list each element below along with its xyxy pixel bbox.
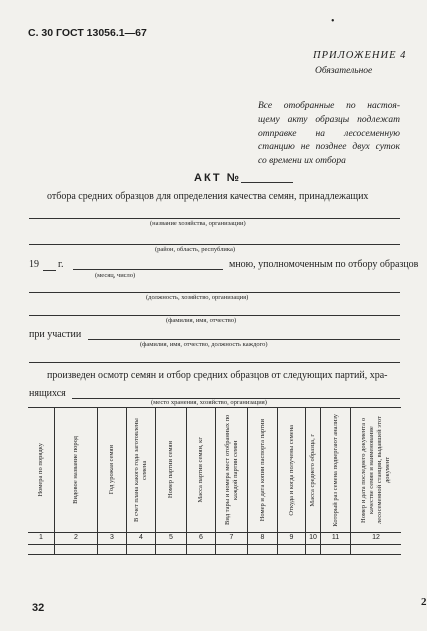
note-line: станцию не позднее двух суток xyxy=(258,142,400,153)
page-number: 32 xyxy=(32,602,45,614)
owner-field[interactable] xyxy=(29,218,400,219)
year-suffix: г. xyxy=(58,259,64,270)
region-field[interactable] xyxy=(29,244,400,245)
column-number: 2 xyxy=(74,534,78,541)
participants-field-2[interactable] xyxy=(29,362,400,363)
corner-mark: • xyxy=(331,16,335,27)
caption-org: (название хозяйства, организации) xyxy=(150,220,246,227)
note-line: Все отобранные по настоя- xyxy=(258,101,400,111)
act-title: АКТ № xyxy=(194,172,241,184)
column-number: 3 xyxy=(110,534,114,541)
table-header-cell: Масса среднего образца, г xyxy=(309,433,316,507)
appendix-title: ПРИЛОЖЕНИЕ 4 xyxy=(313,50,407,61)
note-line: отправке на лесосеменную xyxy=(258,128,400,139)
name-field[interactable] xyxy=(29,315,400,316)
inspection-text: произведен осмотр семян и отбор средних образцов от следующих партий, хра- xyxy=(47,370,388,381)
caption-month: (месяц, число) xyxy=(95,272,136,279)
position-field[interactable] xyxy=(29,292,400,293)
participants-field[interactable] xyxy=(88,339,400,340)
column-number: 1 xyxy=(39,534,43,541)
table-header-cell: Масса партии семян, кг xyxy=(197,437,204,503)
samples-table xyxy=(28,407,401,555)
table-header-cell: Видовое название пород xyxy=(72,436,79,504)
inspection-text-2: нящихся xyxy=(29,388,66,399)
column-number: 8 xyxy=(260,534,265,541)
year-prefix: 19 xyxy=(29,259,39,270)
table-header-cell: Год урожая семян xyxy=(108,445,115,495)
edge-mark: 2 xyxy=(421,596,427,608)
selection-text: отбора средних образцов для определения качества семян, принадлежащих xyxy=(47,191,369,202)
appendix-subtitle: Обязательное xyxy=(315,66,373,76)
column-number: 5 xyxy=(169,534,173,541)
table-header-rule xyxy=(28,532,401,533)
column-number: 12 xyxy=(372,534,380,541)
caption-others: (фамилия, имя, отчество, должность каждого) xyxy=(140,341,268,348)
date-field[interactable] xyxy=(73,269,223,270)
table-header-cell: Номер и дата последнего документа о качестве семян и наименование лесосеменной станции, выдавшей этот документ xyxy=(360,416,391,524)
table-header-cell: Вид тары и номера мест отобранных по каждой партии семян xyxy=(223,414,239,526)
table-header-cell: Который раз семена подвергают анализу xyxy=(331,413,339,527)
table-header-cell: Откуда и когда получены семена xyxy=(287,424,295,516)
table-number-row-rule xyxy=(28,544,401,545)
year-field[interactable] xyxy=(43,270,56,271)
page-header: С. 30 ГОСТ 13056.1—67 xyxy=(28,27,147,39)
caption-name: (фамилия, имя, отчество) xyxy=(166,317,237,324)
table-header-cell: В счет плана какого года заготовлены семена xyxy=(133,418,148,522)
column-number: 10 xyxy=(309,534,317,541)
in-presence-text: при участии xyxy=(29,329,82,340)
caption-position: (должность, хозяйство, организация) xyxy=(146,294,249,301)
note-block xyxy=(258,100,400,169)
table-header-cell: Номер и дата копии паспорта партии xyxy=(258,418,266,522)
column-number: 9 xyxy=(289,534,294,541)
act-number-field[interactable] xyxy=(241,182,293,183)
note-line: со времени их отбора xyxy=(258,156,346,167)
caption-storage: (место хранения, хозяйство, организация) xyxy=(151,399,267,406)
by-me-text: мною, уполномоченным по отбору образцов xyxy=(229,259,419,270)
column-number: 11 xyxy=(331,534,340,541)
column-number: 4 xyxy=(139,534,143,541)
column-number: 7 xyxy=(229,534,234,541)
column-number: 6 xyxy=(199,534,203,541)
note-line: щему акту образцы подлежат xyxy=(258,114,400,125)
table-header-cell: Номер партии семян xyxy=(167,441,174,499)
table-header-cell: Номера по порядку xyxy=(37,443,44,497)
caption-region: (район, область, республика) xyxy=(155,246,236,253)
